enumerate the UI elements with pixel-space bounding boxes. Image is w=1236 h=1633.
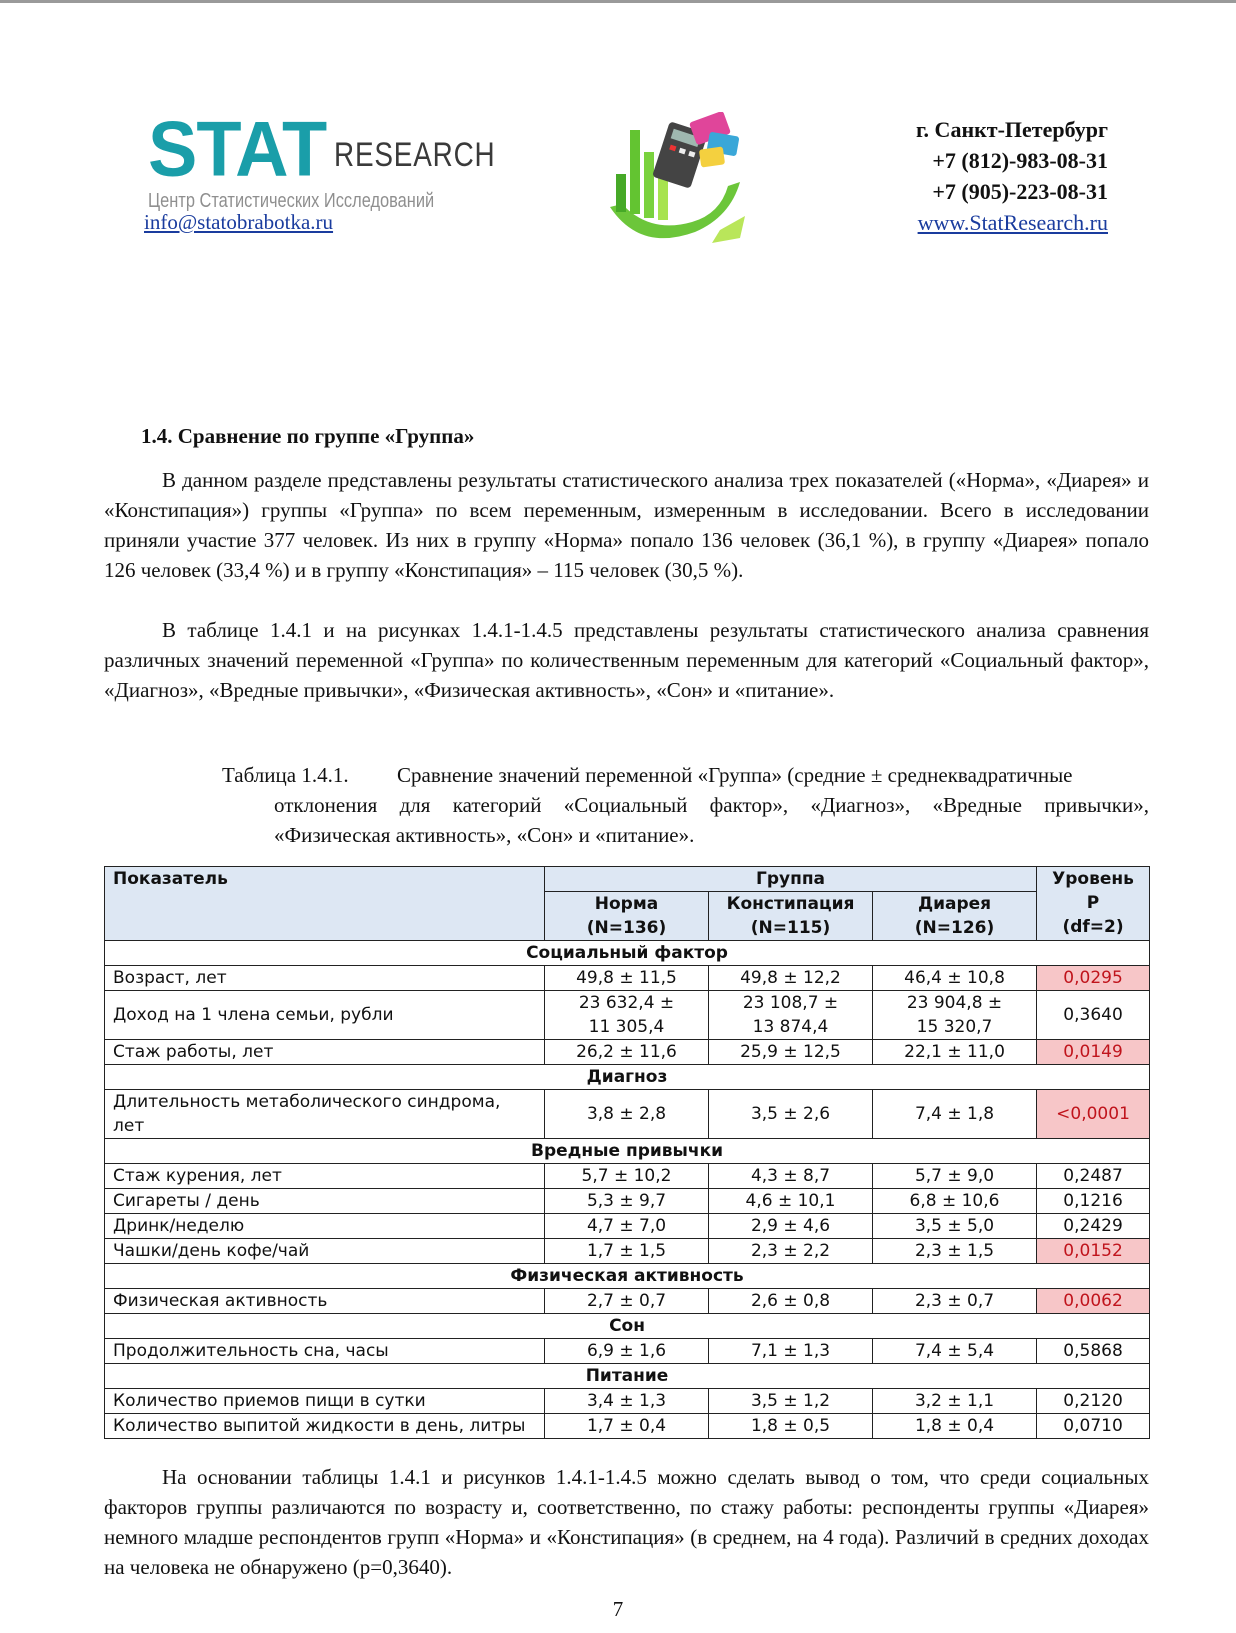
cell-norma bbox=[545, 991, 709, 1040]
table-caption-line1: Сравнение значений переменной «Группа» (средние ± среднеквадратичные bbox=[397, 763, 1073, 787]
cell-p-significant: <0,0001 bbox=[1037, 1090, 1150, 1139]
section-title: 1.4. Сравнение по группе «Группа» bbox=[141, 424, 475, 448]
cell-konst bbox=[709, 991, 873, 1040]
paragraph-table-intro: В таблице 1.4.1 и на рисунках 1.4.1-1.4.5 представлены результаты статистического анализа сравнения различных значений переменной «Группа» по количественным переменным для категорий «Социальный фактор», «Диагноз», «Вредные привычки», «Физическая активность», «Сон» и «питание». bbox=[104, 618, 1149, 702]
page-top-border bbox=[0, 0, 1236, 3]
cell-norma: 5,7 ± 10,2 bbox=[545, 1164, 709, 1189]
cell-p: 0,3640 bbox=[1037, 991, 1150, 1040]
cell-konst: 25,9 ± 12,5 bbox=[709, 1040, 873, 1065]
cell-norma-line2: 11 305,4 bbox=[588, 1017, 665, 1037]
cell-konst: 2,3 ± 2,2 bbox=[709, 1239, 873, 1264]
cell-konst: 3,5 ± 1,2 bbox=[709, 1389, 873, 1414]
header-level-p bbox=[1037, 867, 1150, 941]
cell-norma: 5,3 ± 9,7 bbox=[545, 1189, 709, 1214]
cell-diar-line2: 15 320,7 bbox=[916, 1017, 993, 1037]
cell-diar: 5,7 ± 9,0 bbox=[873, 1164, 1037, 1189]
header-p: P bbox=[1086, 893, 1100, 913]
cell-p: 0,1216 bbox=[1037, 1189, 1150, 1214]
table-row bbox=[105, 1189, 1150, 1214]
cell-konst: 1,8 ± 0,5 bbox=[709, 1414, 873, 1439]
header-norma bbox=[545, 892, 709, 941]
phone-1: +7 (812)-983-08-31 bbox=[932, 148, 1108, 173]
table-row bbox=[105, 1214, 1150, 1239]
header-diar-label: Диарея bbox=[917, 894, 992, 914]
table-row bbox=[105, 1164, 1150, 1189]
cell-p: 0,2429 bbox=[1037, 1214, 1150, 1239]
cell-diar: 2,3 ± 1,5 bbox=[873, 1239, 1037, 1264]
table-row bbox=[105, 1040, 1150, 1065]
row-name: Чашки/день кофе/чай bbox=[105, 1239, 545, 1264]
cell-konst-line1: 23 108,7 ± bbox=[742, 993, 839, 1013]
cell-p: 0,2120 bbox=[1037, 1389, 1150, 1414]
row-name: Сигареты / день bbox=[105, 1189, 545, 1214]
table-row bbox=[105, 1289, 1150, 1314]
phone-2: +7 (905)-223-08-31 bbox=[932, 179, 1108, 204]
row-name: Стаж работы, лет bbox=[105, 1040, 545, 1065]
paragraph-conclusion: На основании таблицы 1.4.1 и рисунков 1.4.1-1.4.5 можно сделать вывод о том, что среди социальных факторов группы различаются по возрасту и, соответственно, по стажу работы: респонденты группы «Диарея» немного младше респондентов групп «Норма» и «Констипация» (в среднем, на 4 года). Различий в средних доходах на человека не обнаружено (p=0,3640). bbox=[104, 1465, 1149, 1579]
city: г. Санкт-Петербург bbox=[916, 117, 1108, 142]
table-row bbox=[105, 966, 1150, 991]
cell-konst: 4,3 ± 8,7 bbox=[709, 1164, 873, 1189]
category-food: Питание bbox=[105, 1364, 1150, 1389]
comparison-table bbox=[104, 866, 1150, 1439]
header-diar-n: (N=126) bbox=[914, 918, 995, 938]
cell-konst: 2,6 ± 0,8 bbox=[709, 1289, 873, 1314]
table-caption-rest: отклонения для категорий «Социальный фактор», «Диагноз», «Вредные привычки», «Физическая активность», «Сон» и «питание». bbox=[274, 793, 1149, 847]
cell-diar: 2,3 ± 0,7 bbox=[873, 1289, 1037, 1314]
cell-diar: 46,4 ± 10,8 bbox=[873, 966, 1037, 991]
header-df: (df=2) bbox=[1062, 917, 1124, 937]
row-name: Доход на 1 члена семьи, рубли bbox=[105, 991, 545, 1040]
logo-stat-text: STAT bbox=[148, 104, 327, 193]
cell-konst: 4,6 ± 10,1 bbox=[709, 1189, 873, 1214]
cell-norma-line1: 23 632,4 ± bbox=[578, 993, 675, 1013]
cell-konst: 7,1 ± 1,3 bbox=[709, 1339, 873, 1364]
cell-norma: 1,7 ± 0,4 bbox=[545, 1414, 709, 1439]
row-name: Стаж курения, лет bbox=[105, 1164, 545, 1189]
email-link[interactable]: info@statobrabotka.ru bbox=[144, 210, 334, 234]
category-diagnosis: Диагноз bbox=[105, 1065, 1150, 1090]
header-konst-n: (N=115) bbox=[750, 918, 831, 938]
category-habits: Вредные привычки bbox=[105, 1139, 1150, 1164]
cell-diar: 6,8 ± 10,6 bbox=[873, 1189, 1037, 1214]
header-norma-label: Норма bbox=[594, 894, 659, 914]
cell-p: 0,2487 bbox=[1037, 1164, 1150, 1189]
row-name: Длительность метаболического синдрома, лет bbox=[105, 1090, 545, 1139]
header-group: Группа bbox=[545, 867, 1037, 892]
company-logo bbox=[148, 104, 531, 213]
row-name: Физическая активность bbox=[105, 1289, 545, 1314]
cell-diar bbox=[873, 991, 1037, 1040]
table-row bbox=[105, 1414, 1150, 1439]
cell-konst-line2: 13 874,4 bbox=[752, 1017, 829, 1037]
table-row bbox=[105, 1389, 1150, 1414]
category-physical: Физическая активность bbox=[105, 1264, 1150, 1289]
header-norma-n: (N=136) bbox=[586, 918, 667, 938]
row-name: Количество выпитой жидкости в день, литры bbox=[105, 1414, 545, 1439]
header-konst-label: Констипация bbox=[726, 894, 855, 914]
cell-diar: 7,4 ± 5,4 bbox=[873, 1339, 1037, 1364]
cell-p-significant: 0,0152 bbox=[1037, 1239, 1150, 1264]
paragraph-intro: В данном разделе представлены результаты статистического анализа трех показателей («Норма», «Диарея» и «Констипация») группы «Группа» по всем переменным, измеренным в исследовании. Всего в исследовании приняли участие 377 человек. Из них в группу «Норма» попало 136 человек (36,1 %), в группу «Диарея» попало 126 человек (33,4 %) и в группу «Констипация» – 115 человек (30,5 %). bbox=[104, 468, 1149, 582]
cell-konst: 49,8 ± 12,2 bbox=[709, 966, 873, 991]
category-social: Социальный фактор bbox=[105, 941, 1150, 966]
header-diar bbox=[873, 892, 1037, 941]
cell-norma: 49,8 ± 11,5 bbox=[545, 966, 709, 991]
cell-konst: 3,5 ± 2,6 bbox=[709, 1090, 873, 1139]
cell-diar: 1,8 ± 0,4 bbox=[873, 1414, 1037, 1439]
cell-diar: 3,5 ± 5,0 bbox=[873, 1214, 1037, 1239]
cell-norma: 3,4 ± 1,3 bbox=[545, 1389, 709, 1414]
logo-wordmark bbox=[148, 104, 531, 193]
table-row bbox=[105, 1239, 1150, 1264]
row-name: Возраст, лет bbox=[105, 966, 545, 991]
table-caption bbox=[222, 760, 1149, 850]
cell-p: 0,0710 bbox=[1037, 1414, 1150, 1439]
cell-norma: 2,7 ± 0,7 bbox=[545, 1289, 709, 1314]
cell-p-significant: 0,0295 bbox=[1037, 966, 1150, 991]
logo-research-text: RESEARCH bbox=[334, 136, 496, 174]
table-row bbox=[105, 1339, 1150, 1364]
cell-norma: 4,7 ± 7,0 bbox=[545, 1214, 709, 1239]
cell-p-significant: 0,0149 bbox=[1037, 1040, 1150, 1065]
row-name: Количество приемов пищи в сутки bbox=[105, 1389, 545, 1414]
cell-diar-line1: 23 904,8 ± bbox=[906, 993, 1003, 1013]
logo-subtitle: Центр Статистических Исследований bbox=[148, 190, 435, 212]
cell-diar: 7,4 ± 1,8 bbox=[873, 1090, 1037, 1139]
cell-norma: 26,2 ± 11,6 bbox=[545, 1040, 709, 1065]
cell-norma: 6,9 ± 1,6 bbox=[545, 1339, 709, 1364]
contact-block bbox=[916, 114, 1108, 238]
table-caption-label: Таблица 1.4.1. bbox=[222, 763, 349, 787]
cell-norma: 1,7 ± 1,5 bbox=[545, 1239, 709, 1264]
table-row bbox=[105, 991, 1150, 1040]
website-link[interactable]: www.StatResearch.ru bbox=[917, 210, 1108, 235]
table-row bbox=[105, 1090, 1150, 1139]
header-konst bbox=[709, 892, 873, 941]
category-sleep: Сон bbox=[105, 1314, 1150, 1339]
cell-diar: 22,1 ± 11,0 bbox=[873, 1040, 1037, 1065]
header-indicator: Показатель bbox=[105, 867, 545, 941]
chart-calculator-icon bbox=[600, 112, 750, 247]
cell-norma: 3,8 ± 2,8 bbox=[545, 1090, 709, 1139]
row-name: Продолжительность сна, часы bbox=[105, 1339, 545, 1364]
page-number: 7 bbox=[612, 1597, 624, 1621]
row-name: Дринк/неделю bbox=[105, 1214, 545, 1239]
cell-diar: 3,2 ± 1,1 bbox=[873, 1389, 1037, 1414]
cell-p: 0,5868 bbox=[1037, 1339, 1150, 1364]
header-level: Уровень bbox=[1052, 869, 1134, 889]
cell-konst: 2,9 ± 4,6 bbox=[709, 1214, 873, 1239]
cell-p-significant: 0,0062 bbox=[1037, 1289, 1150, 1314]
